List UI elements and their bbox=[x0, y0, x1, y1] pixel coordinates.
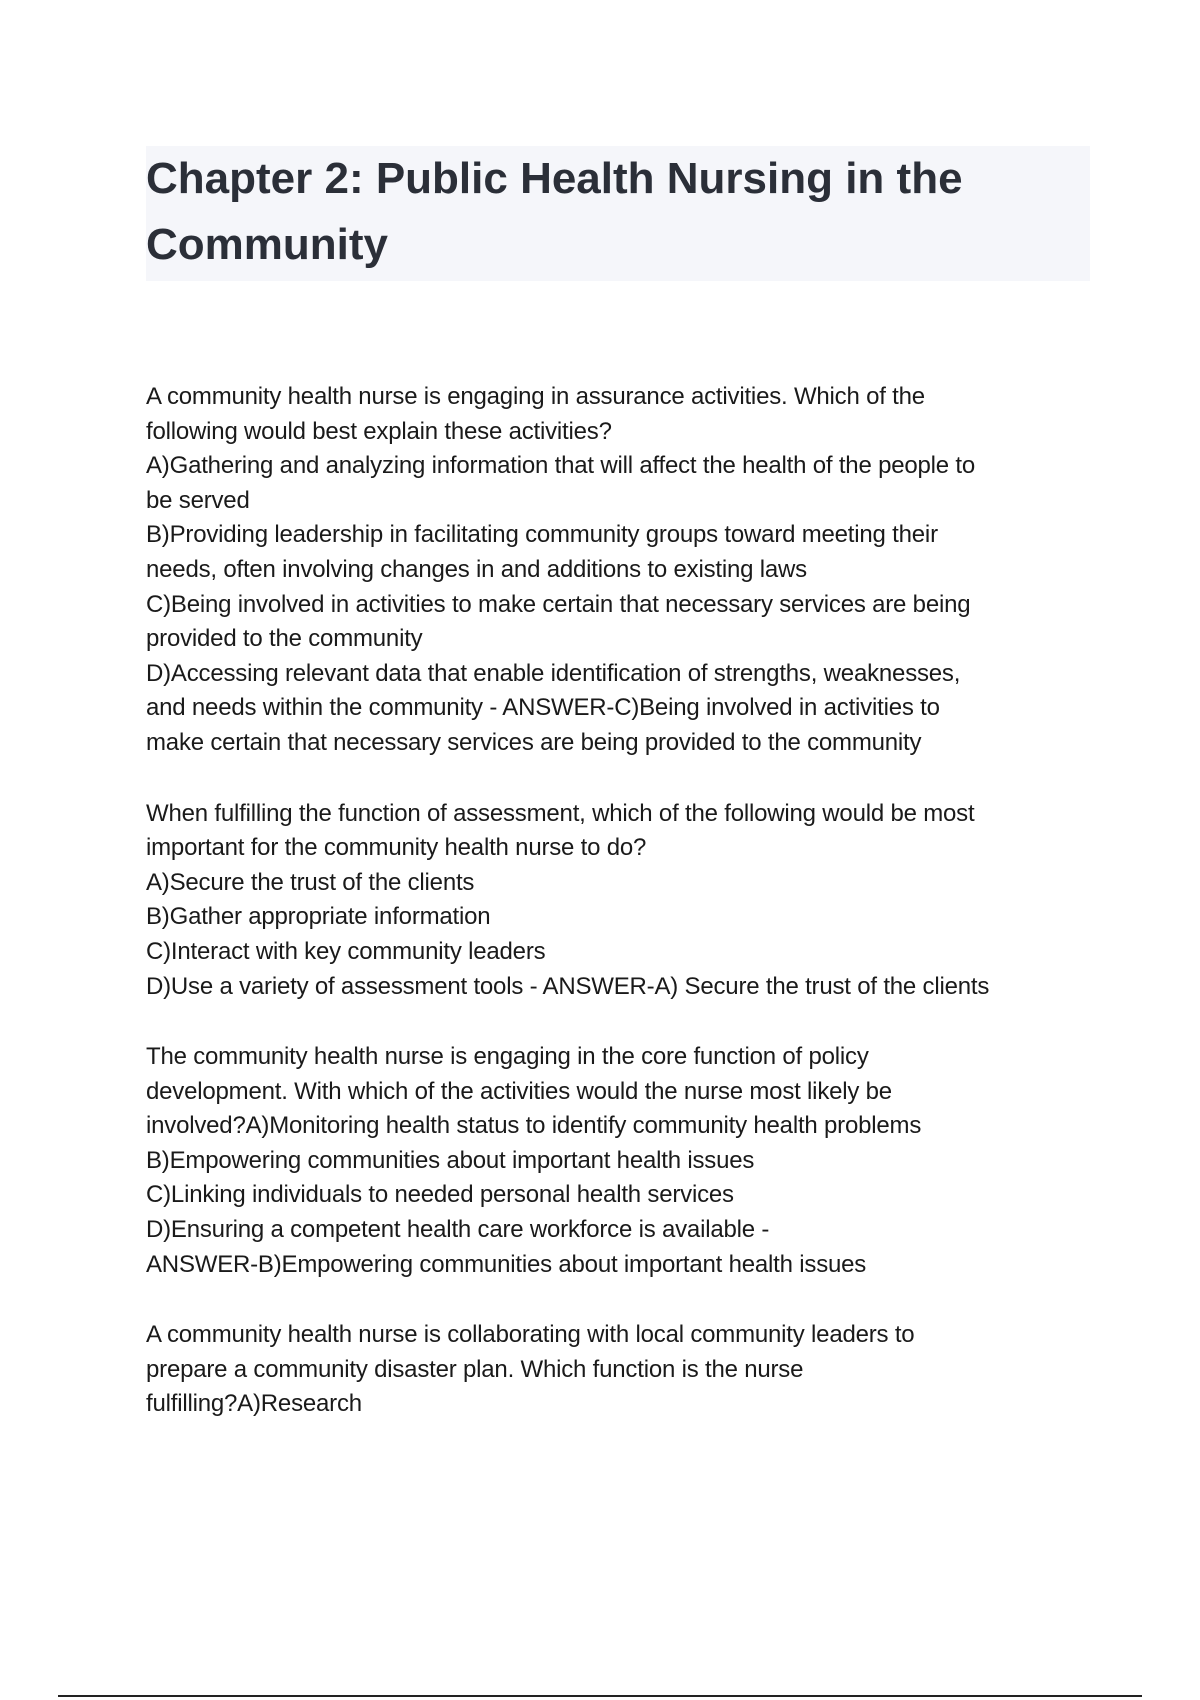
question-3-line: The community health nurse is engaging in the core function of policy bbox=[146, 1043, 869, 1071]
question-2-line: B)Gather appropriate information bbox=[146, 903, 491, 931]
question-2 bbox=[146, 797, 1106, 1005]
question-2-line: important for the community health nurse to do? bbox=[146, 834, 647, 862]
question-1-line: needs, often involving changes in and additions to existing laws bbox=[146, 555, 807, 583]
page-title-line-2: Community bbox=[146, 220, 388, 269]
question-3-line: B)Empowering communities about important health issues bbox=[146, 1146, 755, 1174]
page-bottom-divider bbox=[58, 1695, 1142, 1697]
question-3-line: ANSWER-B)Empowering communities about important health issues bbox=[146, 1250, 867, 1278]
question-1-line: B)Providing leadership in facilitating community groups toward meeting their bbox=[146, 521, 938, 549]
question-1-line: A community health nurse is engaging in assurance activities. Which of the bbox=[146, 383, 925, 410]
question-1-line: provided to the community bbox=[146, 625, 423, 653]
page-title-line-1: Chapter 2: Public Health Nursing in the bbox=[146, 154, 963, 203]
question-1-line: A)Gathering and analyzing information that will affect the health of the people to bbox=[146, 452, 976, 480]
question-1-line: following would best explain these activities? bbox=[146, 417, 612, 445]
question-3-line: development. With which of the activities would the nurse most likely be bbox=[146, 1077, 892, 1105]
question-2-line: D)Use a variety of assessment tools - ANSWER-A) Secure the trust of the clients bbox=[146, 972, 990, 1000]
question-1-line: D)Accessing relevant data that enable identification of strengths, weaknesses, bbox=[146, 659, 961, 687]
question-4-line: fulfilling?A)Research bbox=[146, 1390, 362, 1418]
question-4-line: prepare a community disaster plan. Which function is the nurse bbox=[146, 1355, 804, 1383]
question-1-line: and needs within the community - ANSWER-C)Being involved in activities to bbox=[146, 694, 940, 722]
question-2-line: When fulfilling the function of assessment, which of the following would be most bbox=[146, 799, 975, 827]
question-3-line: D)Ensuring a competent health care workforce is available - bbox=[146, 1216, 770, 1244]
page-title bbox=[146, 146, 1090, 278]
question-1-line: be served bbox=[146, 486, 250, 514]
question-1-line: make certain that necessary services are being provided to the community bbox=[146, 728, 922, 756]
questions-list bbox=[146, 380, 1106, 1458]
question-4 bbox=[146, 1318, 1106, 1422]
question-2-line: C)Interact with key community leaders bbox=[146, 937, 546, 965]
question-1-line: C)Being involved in activities to make certain that necessary services are being bbox=[146, 590, 971, 618]
question-3-line: involved?A)Monitoring health status to identify community health problems bbox=[146, 1112, 922, 1140]
question-3-line: C)Linking individuals to needed personal health services bbox=[146, 1181, 734, 1209]
question-2-line: A)Secure the trust of the clients bbox=[146, 868, 475, 896]
question-3 bbox=[146, 1040, 1106, 1282]
question-4-line: A community health nurse is collaborating with local community leaders to bbox=[146, 1321, 915, 1349]
question-1 bbox=[146, 380, 1106, 761]
title-block bbox=[146, 146, 1090, 281]
